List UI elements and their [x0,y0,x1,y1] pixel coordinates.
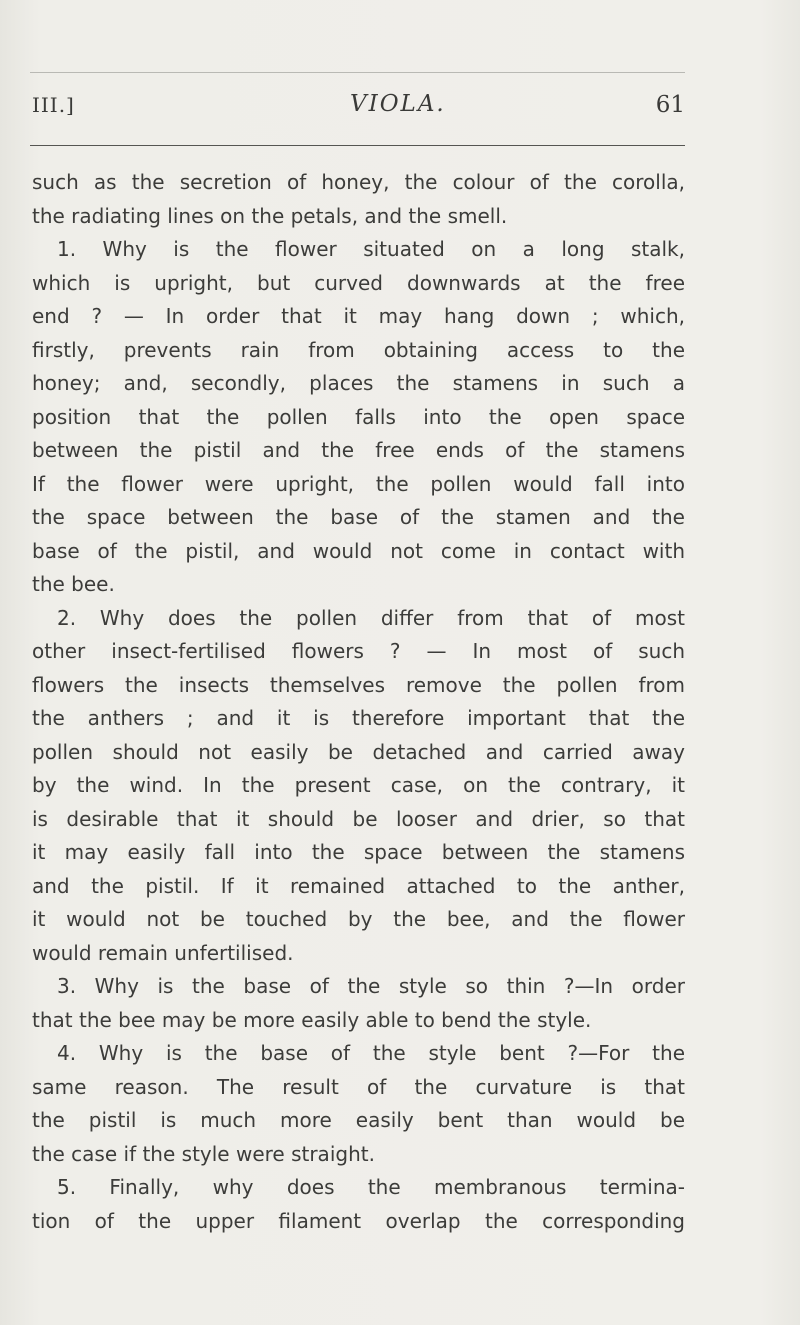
text-line: base of the pistil, and would not come in contact with [32,538,685,563]
chapter-marker: III.] [32,93,75,117]
text-line: would remain unfertilised. [32,940,294,965]
text-line: position that the pollen falls into the open space [32,404,685,429]
body-text [32,166,685,1238]
text-line: by the wind. In the present case, on the contrary, it [32,773,685,797]
text-line: end ? — In order that it may hang down ; which, [32,304,685,328]
text-line: honey; and, secondly, places the stamens in such a [32,371,685,395]
text-line: 3. Why is the base of the style so thin ?—In order [57,974,685,998]
text-line: tion of the upper filament overlap the corresponding [32,1208,685,1233]
text-line: firstly, prevents rain from obtaining access to the [32,337,685,362]
text-line: that the bee may be more easily able to bend the style. [32,1007,592,1032]
text-line: it may easily fall into the space between the stamens [32,840,685,864]
text-line: the pistil is much more easily bent than would be [32,1108,685,1132]
text-line: the bee. [32,572,115,596]
text-line: same reason. The result of the curvature is that [32,1074,685,1099]
text-line: is desirable that it should be looser and drier, so that [32,806,685,831]
text-line: 5. Finally, why does the membranous termina- [57,1175,685,1199]
running-header [32,93,687,129]
text-line: the radiating lines on the petals, and the smell. [32,203,508,228]
text-line: If the flower were upright, the pollen would fall into [32,471,685,496]
running-title: VIOLA. [350,91,446,117]
top-rule [30,72,685,73]
text-line: 2. Why does the pollen differ from that of most [57,605,685,630]
text-line: the space between the base of the stamen and the [32,505,685,529]
text-line: which is upright, but curved downwards at the free [32,270,685,295]
text-line: and the pistil. If it remained attached to the anther, [32,873,685,898]
header-rule [30,145,685,146]
text-line: the anthers ; and it is therefore important that the [32,706,685,730]
text-line: it would not be touched by the bee, and the flower [32,907,685,931]
text-line: 4. Why is the base of the style bent ?—For the [57,1041,685,1065]
page-number: 61 [655,92,685,118]
text-line: flowers the insects themselves remove the pollen from [32,672,685,697]
text-line: between the pistil and the free ends of the stamens [32,438,685,462]
text-line: the case if the style were straight. [32,1141,375,1166]
text-line: pollen should not easily be detached and carried away [32,739,685,764]
text-line: 1. Why is the flower situated on a long stalk, [57,237,685,261]
text-line: such as the secretion of honey, the colour of the corolla, [32,170,685,194]
text-line: other insect-fertilised flowers ? — In most of such [32,639,685,663]
